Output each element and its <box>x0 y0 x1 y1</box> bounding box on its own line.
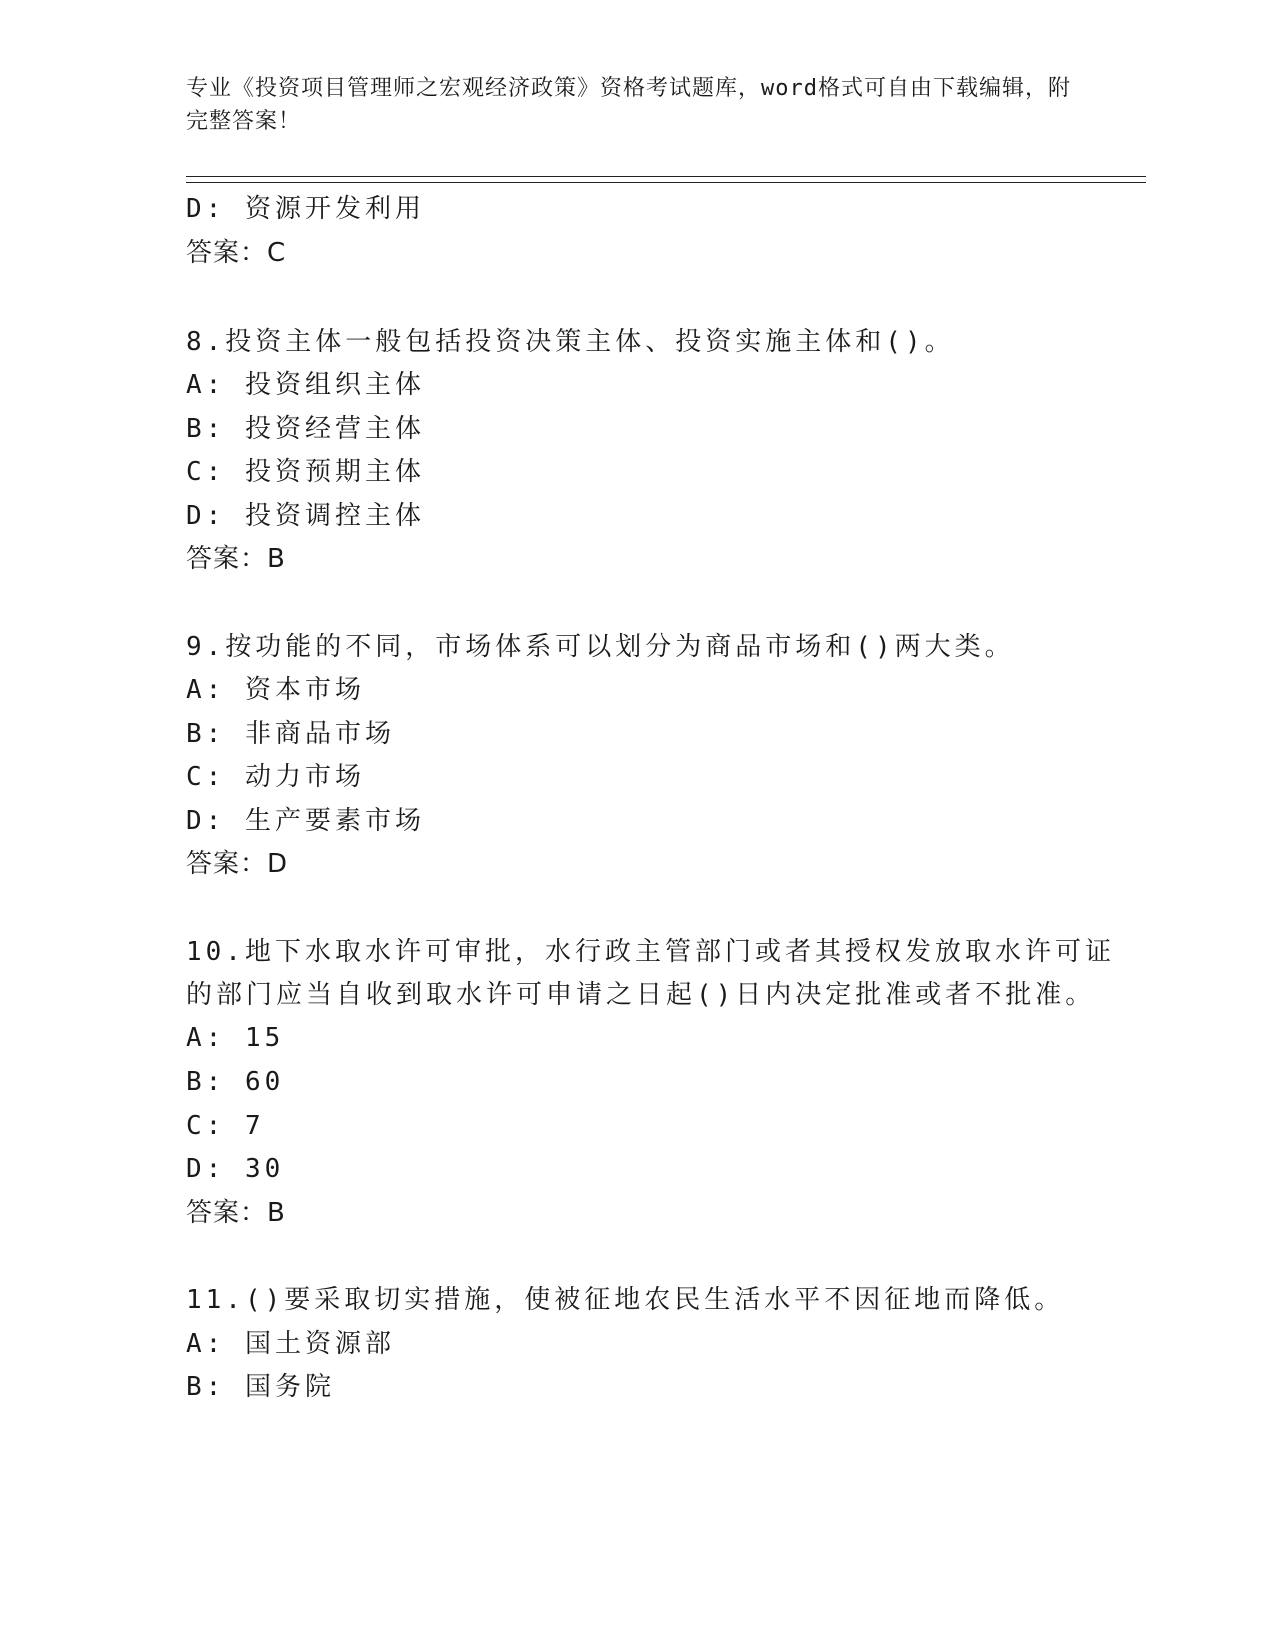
q8-option-b: B: 投资经营主体 <box>186 414 425 444</box>
q10-question-line1: 10.地下水取水许可审批，水行政主管部门或者其授权发放取水许可证 <box>186 937 1115 967</box>
q9-option-a: A: 资本市场 <box>186 675 365 705</box>
q11-question: 11.()要采取切实措施，使被征地农民生活水平不因征地而降低。 <box>186 1285 1065 1315</box>
q10-answer: 答案：B <box>186 1198 286 1228</box>
q10-option-b: B: 60 <box>186 1067 285 1097</box>
q11-option-a: A: 国土资源部 <box>186 1329 395 1359</box>
q9-option-c: C: 动力市场 <box>186 762 365 792</box>
q7-answer: 答案：C <box>186 238 287 268</box>
q9-option-b: B: 非商品市场 <box>186 719 395 749</box>
header-rule-top <box>186 176 1146 177</box>
q10-option-d: D: 30 <box>186 1154 285 1184</box>
q8-option-c: C: 投资预期主体 <box>186 457 425 487</box>
q9-option-d: D: 生产要素市场 <box>186 806 425 836</box>
q8-option-d: D: 投资调控主体 <box>186 501 425 531</box>
header-rule-bottom <box>186 182 1146 183</box>
q9-answer: 答案：D <box>186 849 289 879</box>
q7-option-d: D: 资源开发利用 <box>186 194 425 224</box>
document-header: 专业《投资项目管理师之宏观经济政策》资格考试题库，word格式可自由下载编辑，附完整答案！ <box>186 76 1071 134</box>
q8-option-a: A: 投资组织主体 <box>186 370 425 400</box>
q9-question: 9.按功能的不同，市场体系可以划分为商品市场和()两大类。 <box>186 632 1015 662</box>
q11-option-b: B: 国务院 <box>186 1372 335 1402</box>
q10-option-c: C: 7 <box>186 1111 265 1141</box>
q8-question: 8.投资主体一般包括投资决策主体、投资实施主体和()。 <box>186 327 955 357</box>
q8-answer: 答案：B <box>186 544 286 574</box>
q10-question-line2: 的部门应当自收到取水许可申请之日起()日内决定批准或者不批准。 <box>186 980 1096 1010</box>
q10-option-a: A: 15 <box>186 1023 285 1053</box>
